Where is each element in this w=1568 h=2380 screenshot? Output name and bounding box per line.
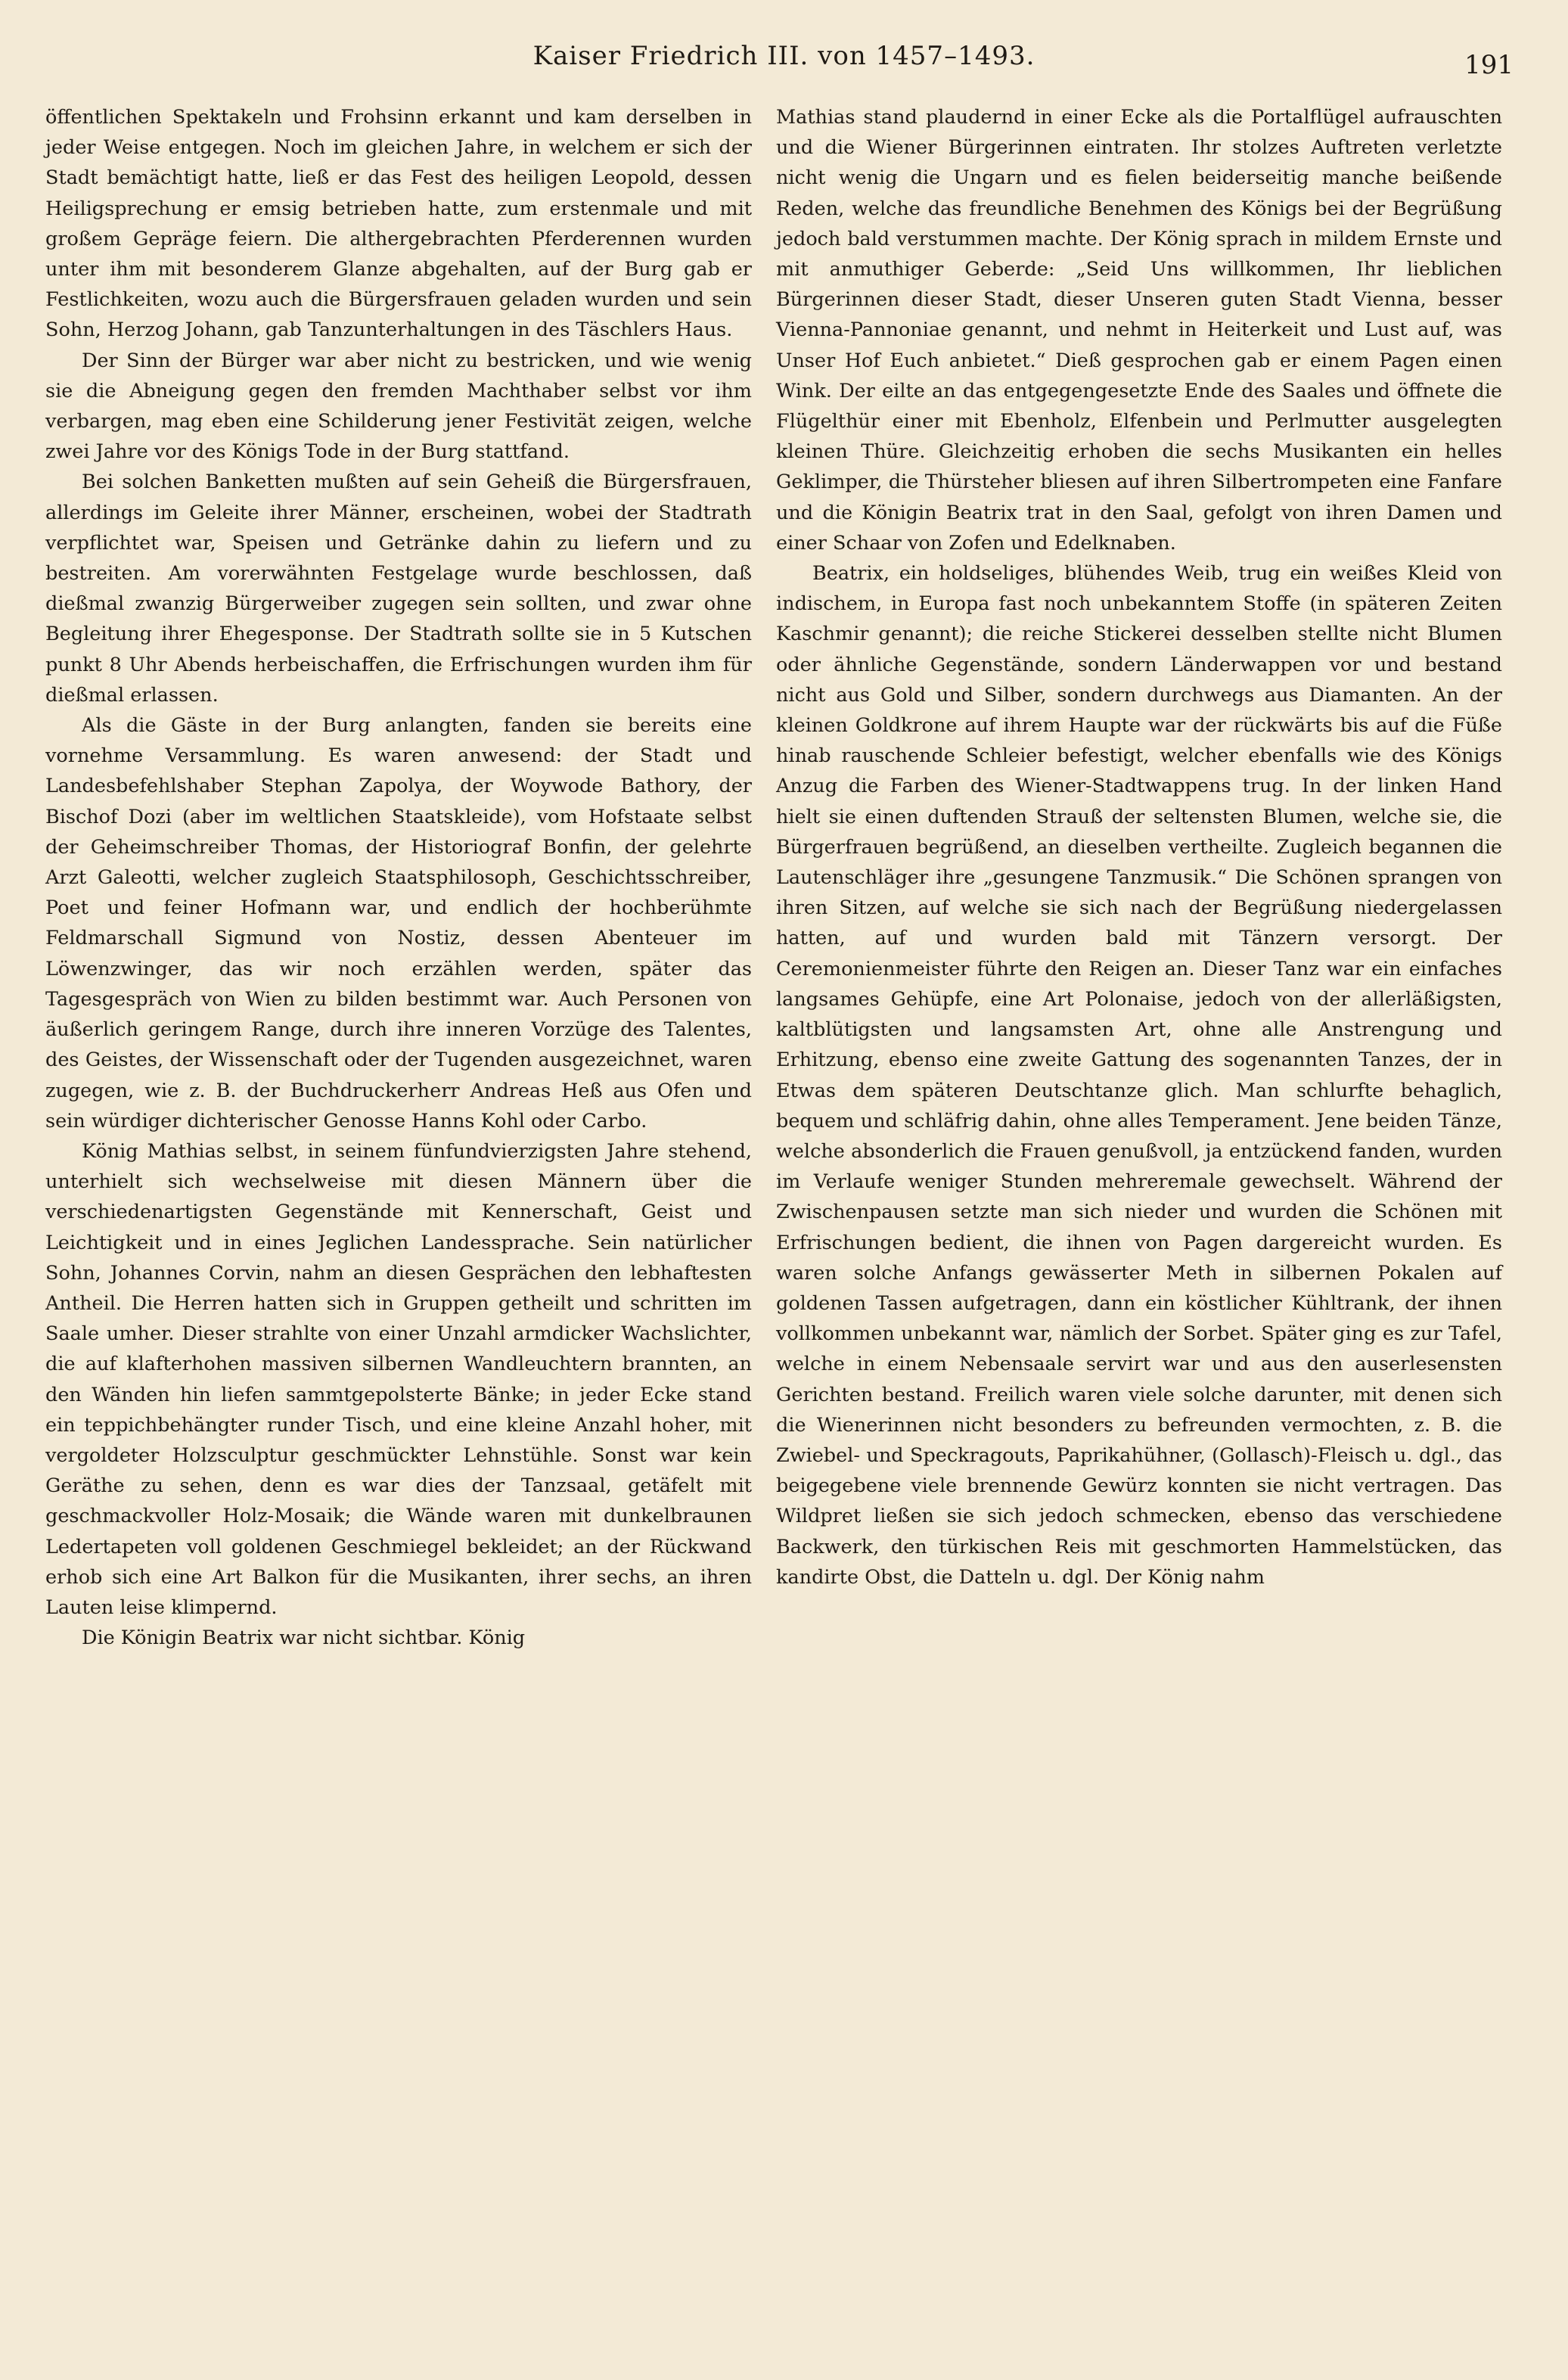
left-column [45,102,752,1653]
column-divider [764,106,765,2360]
paragraph: Mathias stand plaudernd in einer Ecke als die Portalflügel aufrauschten und die Wiener Bürgerinnen eintraten. Ihr stolzes Auftreten verletzte nicht wenig die Ungarn und es fielen beiderseitig manche beißende Reden, welche das freundliche Benehmen des Königs bei der Begrüßung jedoch bald verstummen machte. Der König sprach in mildem Ernste und mit anmuthiger Geberde: „Seid Uns willkommen, Ihr lieblichen Bürgerinnen dieser Stadt, dieser Unseren guten Stadt Vienna, besser Vienna-Pannoniae genannt, und nehmt in Heiterkeit und Lust auf, was Unser Hof Euch anbietet.“ Dieß gesprochen gab er einem Pagen einen Wink. Der eilte an das entgegengesetzte Ende des Saales und öffnete die Flügelthür einer mit Ebenholz, Elfenbein und Perlmutter ausgelegten kleinen Thüre. Gleichzeitig erhoben die sechs Musikanten ein helles Geklimper, die Thürsteher bliesen auf ihren Silbertrompeten eine Fanfare und die Königin Beatrix trat in den Saal, gefolgt von ihren Damen und einer Schaar von Zofen und Edelknaben. [776,106,1502,555]
paragraph: öffentlichen Spektakeln und Frohsinn erkannt und kam derselben in jeder Weise entgegen. Noch im gleichen Jahre, in welchem er sich der Stadt bemächtigt hatte, ließ er das Fest des heiligen Leopold, dessen Heiligsprechung er emsig betrieben hatte, zum erstenmale und mit großem Gepräge feiern. Die althergebrachten Pferderennen wurden unter ihm mit besonderem Glanze abgehalten, auf der Burg gab er Festlichkeiten, wozu auch die Bürgersfrauen geladen wurden und sein Sohn, Herzog Johann, gab Tanzunterhaltungen in des Täschlers Haus. [45,106,752,342]
page-number: 191 [1464,50,1514,80]
paragraph: Als die Gäste in der Burg anlangten, fanden sie bereits eine vornehme Versammlung. Es waren anwesend: der Stadt und Landesbefehlshaber Stephan Zapolya, der Woywode Bathory, der Bischof Dozi (aber im weltlichen Staatskleide), vom Hofstaate selbst der Geheimschreiber Thomas, der Historiograf Bonfin, der gelehrte Arzt Galeotti, welcher zugleich Staatsphilosoph, Geschichtsschreiber, Poet und feiner Hofmann war, und endlich der hochberühmte Feldmarschall Sigmund von Nostiz, dessen Abenteuer im Löwenzwinger, das wir noch erzählen werden, später das Tagesgespräch von Wien zu bilden bestimmt war. Auch Personen von äußerlich geringem Range, durch ihre inneren Vorzüge des Talentes, des Geistes, der Wissenschaft oder der Tugenden ausgezeichnet, waren zugegen, wie z. B. der Buchdruckerherr Andreas Heß aus Ofen und sein würdiger dichterischer Genosse Hanns Kohl oder Carbo. [45,714,752,1133]
right-column [776,102,1502,1592]
paragraph: Bei solchen Banketten mußten auf sein Geheiß die Bürgersfrauen, allerdings im Geleite ihrer Männer, erscheinen, wobei der Stadtrath verpflichtet war, Speisen und Getränke dahin zu liefern und zu bestreiten. Am vorerwähnten Festgelage wurde beschlossen, daß dießmal zwanzig Bürgerweiber zugegen sein sollten, und zwar ohne Begleitung ihrer Ehegesponse. Der Stadtrath sollte sie in 5 Kutschen punkt 8 Uhr Abends herbeischaffen, die Erfrischungen wurden ihm für dießmal erlassen. [45,471,752,707]
paragraph: Der Sinn der Bürger war aber nicht zu bestricken, und wie wenig sie die Abneigung gegen den fremden Machthaber selbst vor ihm verbargen, mag eben eine Schilderung jener Festivität zeigen, welche zwei Jahre vor des Königs Tode in der Burg stattfand. [45,349,752,464]
paragraph: König Mathias selbst, in seinem fünfundvierzigsten Jahre stehend, unterhielt sich wechselweise mit diesen Männern über die verschiedenartigsten Gegenstände mit Kennerschaft, Geist und Leichtigkeit und in eines Jeglichen Landessprache. Sein natürlicher Sohn, Johannes Corvin, nahm an diesen Gesprächen den lebhaftesten Antheil. Die Herren hatten sich in Gruppen getheilt und schritten im Saale umher. Dieser strahlte von einer Unzahl armdicker Wachslichter, die auf klafterhohen massiven silbernen Wandleuchtern brannten, an den Wänden hin liefen sammtgepolsterte Bänke; in jeder Ecke stand ein teppichbehängter runder Tisch, und eine kleine Anzahl hoher, mit vergoldeter Holzsculptur geschmückter Lehnstühle. Sonst war kein Geräthe zu sehen, denn es war dies der Tanzsaal, getäfelt mit geschmackvoller Holz-Mosaik; die Wände waren mit dunkelbraunen Ledertapeten voll goldenen Geschmiegel bekleidet; an der Rückwand erhob sich eine Art Balkon für die Musikanten, ihrer sechs, an ihren Lauten leise klimpernd. [45,1139,752,1619]
running-title: Kaiser Friedrich III. von 1457–1493. [532,41,1036,71]
paragraph: Beatrix, ein holdseliges, blühendes Weib, trug ein weißes Kleid von indischem, in Europa fast noch unbekanntem Stoffe (in späteren Zeiten Kaschmir genannt); die reiche Stickerei desselben stellte nicht Blumen oder ähnliche Gegenstände, sondern Länderwappen vor und bestand nicht aus Gold und Silber, sondern durchwegs aus Diamanten. An der kleinen Goldkrone auf ihrem Haupte war der rückwärts bis auf die Füße hinab rauschende Schleier befestigt, welcher ebenfalls wie des Königs Anzug die Farben des Wiener-Stadtwappens trug. In der linken Hand hielt sie einen duftenden Strauß der seltensten Blumen, welche sie, die Bürgerfrauen begrüßend, an dieselben vertheilte. Zugleich begannen die Lautenschläger ihre „gesungene Tanzmusik.“ Die Schönen sprangen von ihren Sitzen, auf welche sie sich nach der Begrüßung niedergelassen hatten, auf und wurden bald mit Tänzern versorgt. Der Ceremonienmeister führte den Reigen an. Dieser Tanz war ein einfaches langsames Gehüpfe, eine Art Polonaise, jedoch von der allerläßigsten, kaltblütigsten und langsamsten Art, ohne alle Anstrengung und Erhitzung, ebenso eine zweite Gattung des sogenannten Tanzes, der in Etwas dem späteren Deutschtanze glich. Man schlurfte behaglich, bequem und schläfrig dahin, ohne alles Temperament. Jene beiden Tänze, welche absonderlich die Frauen genußvoll, ja entzückend fanden, wurden im Verlaufe weniger Stunden mehreremale gewechselt. Während der Zwischenpausen setzte man sich nieder und wurden die Schönen mit Erfrischungen bedient, die ihnen von Pagen dargereicht wurden. Es waren solche Anfangs gewässerter Meth in silbernen Pokalen auf goldenen Tassen aufgetragen, dann ein köstlicher Kühltrank, der ihnen vollkommen unbekannt war, nämlich der Sorbet. Später ging es zur Tafel, welche in einem Nebensaale servirt war und aus den auserlesensten Gerichten bestand. Freilich waren viele solche darunter, mit denen sich die Wienerinnen nicht besonders zu befreunden vermochten, z. B. die Zwiebel- und Speckragouts, Paprikahühner, (Gollasch)-Fleisch u. dgl., das beigegebene viele brennende Gewürz konnten sie nicht vertragen. Das Wildpret ließen sie sich jedoch schmecken, ebenso das verschiedene Backwerk, den türkischen Reis mit geschmorten Hammelstücken, das kandirte Obst, die Datteln u. dgl. Der König nahm [776,562,1502,1589]
paragraph: Die Königin Beatrix war nicht sichtbar. König [82,1627,526,1650]
